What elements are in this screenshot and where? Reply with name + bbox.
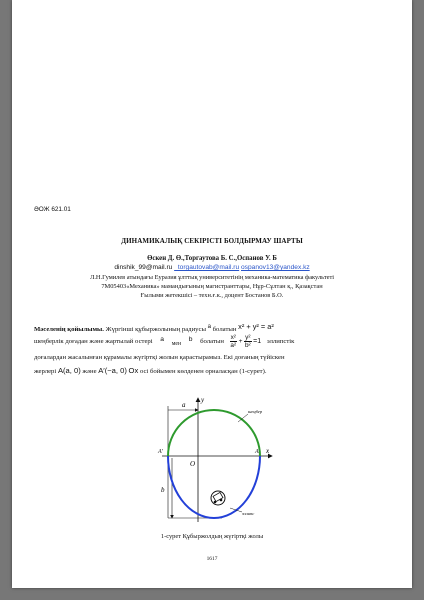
text-fragment: осі бойымен көлденен орналасқан (1-сурет). bbox=[139, 368, 267, 375]
text-fragment: эллипстік bbox=[266, 338, 295, 346]
problem-statement-heading: Мәселенің қойылымы. bbox=[34, 326, 104, 333]
email-1[interactable]: dinshik_99@mail.ru bbox=[114, 264, 173, 271]
circle-equation: x² + y² = a² bbox=[238, 322, 274, 331]
symbol-a: a bbox=[207, 324, 211, 330]
label-y: y bbox=[201, 396, 205, 404]
affiliation-line-2: 7M05403«Механика» мамандығының магистранттары, Нұр-Сұлтан қ., Қазақстан bbox=[101, 283, 323, 290]
fraction-x-over-a: $\frac{\text{x²}}{\text{a²}}$ bbox=[230, 334, 237, 349]
axis-ox: Ox bbox=[128, 366, 139, 375]
fraction-y-over-b: $\frac{\text{y²}}{\text{b²}}$ bbox=[244, 334, 251, 349]
affiliation-line-3: Ғылыми жетекшісі – техн.ғ.к., доцент Бостанов Б.О. bbox=[140, 292, 284, 299]
email-3[interactable]: ospanov13@yandex.kz bbox=[241, 264, 310, 271]
figure-caption: 1-сурет Құбыржолдың жүгіртқі жолы bbox=[160, 533, 264, 540]
text-fragment: шеңберлік доғадан және жартылай остері bbox=[34, 338, 153, 346]
paragraph-line-3: доғалардан жасалынған құрамалы жүгіртқі жолын қарастырамыз. Екі доғаның түйіскен bbox=[34, 354, 285, 361]
track-figure bbox=[152, 392, 282, 532]
text-fragment: және bbox=[82, 368, 97, 375]
paragraph-line-1 bbox=[34, 322, 274, 333]
circle-arc bbox=[168, 410, 260, 456]
text-fragment: жерлері bbox=[34, 368, 57, 375]
paragraph-line-4 bbox=[34, 366, 267, 375]
label-a: a bbox=[182, 401, 186, 409]
paper-page bbox=[12, 0, 412, 588]
text-fragment: болатын bbox=[200, 338, 224, 346]
point-a-prime: A′(−a, 0) bbox=[98, 366, 127, 375]
author-emails bbox=[12, 264, 412, 271]
text-fragment: Жүргінші құбыржолының радиусы bbox=[105, 326, 206, 333]
label-circle: шеңбер bbox=[248, 409, 263, 414]
equals-one: =1 bbox=[253, 338, 262, 346]
udc-code: ӘОЖ 621.01 bbox=[34, 206, 71, 213]
email-2[interactable]: _torgautovab@mail.ru bbox=[174, 264, 240, 271]
author-list: Өскен Д. Ө.,Торгаутова Б. С.,Оспанов У. Б bbox=[147, 255, 277, 262]
symbol-b: b bbox=[188, 336, 193, 344]
label-point-a-prime: A′ bbox=[158, 449, 163, 455]
carriage-icon bbox=[211, 491, 225, 505]
label-x: x bbox=[266, 447, 270, 455]
label-b: b bbox=[161, 486, 165, 494]
paper-title: ДИНАМИКАЛЫҚ СЕКІРІСТІ БОЛДЫРМАУ ШАРТЫ bbox=[121, 237, 303, 245]
text-fragment: мен bbox=[171, 341, 182, 348]
page-number: 1617 bbox=[206, 556, 218, 562]
ellipse-arc bbox=[168, 456, 260, 518]
affiliation-line-1: Л.Н.Гумилев атындағы Еуразия ұлттық университетінің механика-математика факультеті bbox=[89, 274, 335, 281]
label-point-a: A bbox=[255, 449, 259, 455]
paragraph-line-2: шеңберлік доғадан және жартылай остері a мен b болатын $\frac{\text{x²}}{\text{a²}}$ + $\frac{\text{y²}}{\text{b²}}$ =1 эллипстік bbox=[34, 334, 295, 349]
text-fragment: болатын bbox=[212, 326, 237, 333]
label-ellipse: эллипс bbox=[242, 511, 255, 516]
symbol-a: a bbox=[160, 336, 165, 344]
point-a: A(a, 0) bbox=[57, 366, 81, 375]
label-origin: O bbox=[190, 460, 196, 468]
